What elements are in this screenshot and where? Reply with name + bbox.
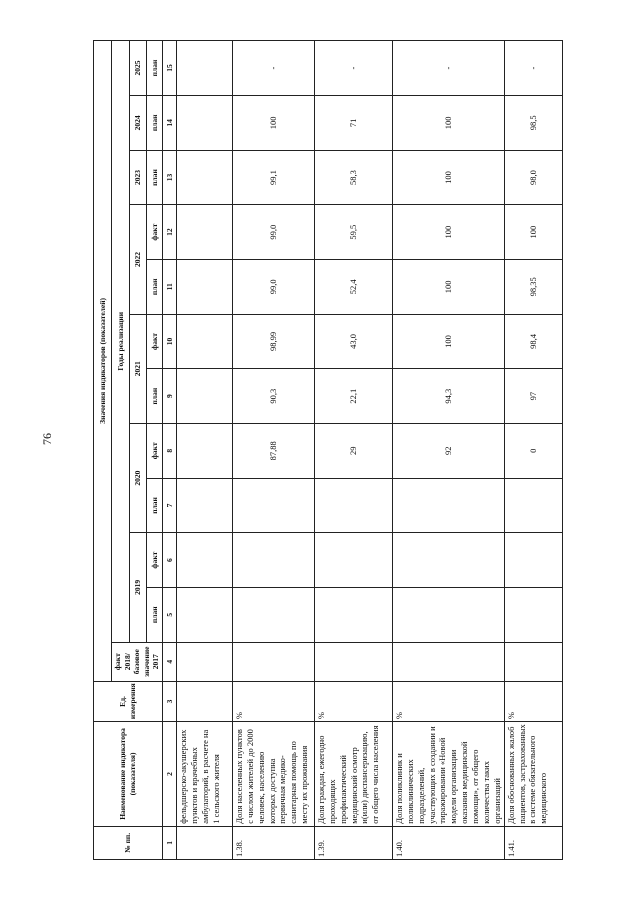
value-cell [314,478,392,533]
table-row [504,41,562,860]
value-cell: 98,4 [504,314,562,369]
value-cell: - [504,41,562,96]
row-number [176,826,232,859]
header-year-2022: 2022 [130,205,146,314]
value-cell: 100 [392,314,504,369]
column-number: 9 [162,369,176,424]
value-cell: 100 [392,96,504,151]
value-cell: 58,3 [314,150,392,205]
value-cell: 98,99 [232,314,314,369]
indicators-table-page [93,40,555,860]
header-plan-2020: план [146,478,162,533]
value-cell [232,533,314,588]
indicator-name: фельдшерско-акушерских пунктов и врачебных амбулаторий, в расчете на 1 сельского жителя [176,722,232,827]
row-number: 1.40. [392,826,504,859]
value-cell: 97 [504,369,562,424]
value-cell [504,533,562,588]
column-number: 7 [162,478,176,533]
value-cell [176,423,232,478]
table-row [392,41,504,860]
value-cell [392,587,504,642]
unit: % [504,681,562,721]
value-cell: 29 [314,423,392,478]
value-cell: 100 [392,259,504,314]
unit: % [232,681,314,721]
value-cell [176,96,232,151]
value-cell: 59,5 [314,205,392,260]
header-plan-2019: план [146,587,162,642]
value-cell [392,642,504,681]
value-cell: 94,3 [392,369,504,424]
header-fact-2021: факт [146,314,162,369]
value-cell: 43,0 [314,314,392,369]
value-cell [504,478,562,533]
indicators-table [93,40,563,860]
page-number: 76 [40,433,54,445]
value-cell [176,314,232,369]
row-number: 1.38. [232,826,314,859]
header-unit: Ед. измерения [94,681,163,721]
value-cell [176,533,232,588]
value-cell [176,587,232,642]
header-year-2019: 2019 [130,533,146,642]
header-no: № пп. [94,826,163,859]
value-cell [392,533,504,588]
value-cell: 98,5 [504,96,562,151]
header-name: Наименование индикатора (показателя) [94,722,163,827]
column-number: 15 [162,41,176,96]
table-row [176,41,232,860]
value-cell [176,642,232,681]
unit [176,681,232,721]
value-cell [504,587,562,642]
header-year-2025: 2025 [130,41,146,96]
header-year-2023: 2023 [130,150,146,205]
column-number: 1 [162,826,176,859]
value-cell: - [232,41,314,96]
value-cell [176,41,232,96]
column-numbers-row [162,41,176,860]
value-cell [176,205,232,260]
value-cell [176,478,232,533]
header-plan-2023: план [146,150,162,205]
header-plan-2021: план [146,369,162,424]
header-fact-2022: факт [146,205,162,260]
value-cell: 87,88 [232,423,314,478]
header-plan-2022: план [146,259,162,314]
header-year-2024: 2024 [130,96,146,151]
value-cell: 100 [504,205,562,260]
value-cell: 22,1 [314,369,392,424]
value-cell [176,369,232,424]
value-cell: 100 [392,205,504,260]
row-number: 1.41. [504,826,562,859]
value-cell: 99,0 [232,205,314,260]
value-cell: 100 [392,150,504,205]
header-years-group: Годы реализации [112,41,130,643]
header-plan-2025: план [146,41,162,96]
value-cell [176,259,232,314]
header-fact: факт 2018/базовое значение 2017 [112,642,163,681]
value-cell: 52,4 [314,259,392,314]
row-number: 1.39. [314,826,392,859]
column-number: 14 [162,96,176,151]
value-cell [232,587,314,642]
value-cell [314,642,392,681]
value-cell [232,642,314,681]
value-cell [314,533,392,588]
column-number: 8 [162,423,176,478]
value-cell: 98,35 [504,259,562,314]
indicator-name: Доля граждан, ежегодно проходящих профилактический медицинский осмотр и(или) диспансеризацию, от общего числа населения [314,722,392,827]
column-number: 6 [162,533,176,588]
table-row [314,41,392,860]
header-fact-2019: факт [146,533,162,588]
header-year-2021: 2021 [130,314,146,423]
value-cell: 98,0 [504,150,562,205]
value-cell: 90,3 [232,369,314,424]
unit: % [314,681,392,721]
value-cell: 92 [392,423,504,478]
value-cell [314,587,392,642]
column-number: 5 [162,587,176,642]
column-number: 11 [162,259,176,314]
column-number: 2 [162,722,176,827]
indicator-name: Доля населенных пунктов с числом жителей до 2000 человек, населению которых доступна первичная медико-санитарная помощь по месту их проживания [232,722,314,827]
value-cell: - [314,41,392,96]
column-number: 10 [162,314,176,369]
value-cell [504,642,562,681]
header-year-2020: 2020 [130,423,146,532]
value-cell: 100 [232,96,314,151]
value-cell: 99,0 [232,259,314,314]
value-cell: 99,1 [232,150,314,205]
table-row [232,41,314,860]
value-cell [176,150,232,205]
column-number: 12 [162,205,176,260]
unit: % [392,681,504,721]
indicator-name: Доля обоснованных жалоб пациентов, застрахованных в системе обязательного медицинского [504,722,562,827]
column-number: 3 [162,681,176,721]
header-plan-2024: план [146,96,162,151]
header-values-group: Значения индикаторов (показателей) [94,41,112,682]
indicator-name: Доля поликлиник и поликлинических подразделений, участвующих в создании и тиражировании «Новой модели организации оказания медицинской помощи», от общего количества таких организаций [392,722,504,827]
value-cell [392,478,504,533]
value-cell: 0 [504,423,562,478]
value-cell: - [392,41,504,96]
header-fact-2020: факт [146,423,162,478]
column-number: 13 [162,150,176,205]
value-cell [232,478,314,533]
column-number: 4 [162,642,176,681]
value-cell: 71 [314,96,392,151]
